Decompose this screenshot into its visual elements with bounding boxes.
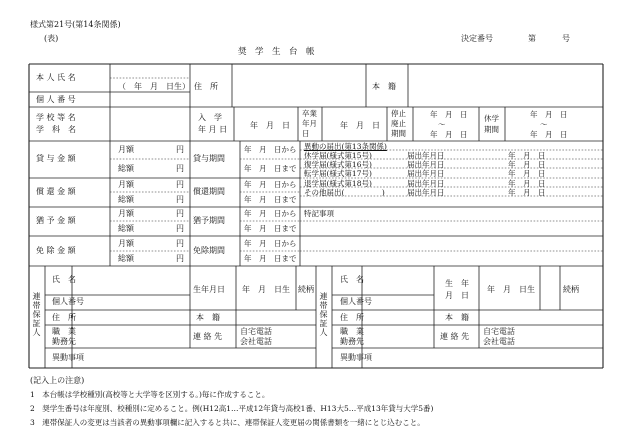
school-name-label: 学 校 等 名 — [36, 113, 76, 122]
graduation-label-1: 卒業 — [302, 109, 317, 118]
guarantor-side-label-right: 連帯保証人 — [319, 292, 328, 337]
g2-name-label: 氏 名 — [340, 275, 364, 284]
defer-total: 総額 — [118, 224, 134, 233]
g2-birth-label-2: 月 日 — [445, 291, 469, 300]
repay-until[interactable]: 年 月 日まで — [244, 195, 297, 204]
change-date-1[interactable]: 年 月 日 — [508, 151, 546, 160]
repay-from[interactable]: 年 月 日から — [244, 180, 297, 189]
g2-id-label: 個人番号 — [340, 297, 372, 306]
admission-date-field[interactable]: 年 月 日 — [250, 121, 290, 130]
guarantor-side-label-left: 連帯保証人 — [32, 292, 41, 337]
loan-monthly-yen: 円 — [176, 145, 184, 154]
suspension-label-1: 停止 — [391, 109, 406, 118]
exempt-total-yen: 円 — [176, 254, 184, 263]
g2-work-phone: 会社電話 — [483, 337, 515, 346]
g2-workplace-label: 勤務先 — [340, 337, 364, 346]
loan-amount-label: 貸 与 金 額 — [36, 154, 76, 163]
change-transfer: 転学届(様式第17号) — [304, 169, 372, 178]
loan-from[interactable]: 年 月 日から — [244, 145, 297, 154]
graduation-label-2: 年月 — [302, 119, 317, 128]
loan-total-yen: 円 — [176, 164, 184, 173]
defer-monthly-yen: 円 — [176, 209, 184, 218]
admission-date-label: 年 月 日 — [198, 125, 228, 134]
g2-home-phone: 自宅電話 — [483, 327, 515, 336]
admission-label: 入 学 — [198, 113, 222, 122]
department-label: 学 科 名 — [36, 125, 76, 134]
filed-date-2: 届出年月日 — [407, 160, 445, 169]
g2-relation-label: 続柄 — [563, 285, 579, 294]
note-1: 1 本台帳は学校種別(高校等と大学等を区別する。)毎に作成すること。 — [30, 390, 270, 399]
form-number: 様式第21号(第14条関係) — [30, 20, 121, 29]
change-date-3[interactable]: 年 月 日 — [508, 169, 546, 178]
g2-birth-label-1: 生 年 — [445, 279, 469, 288]
suspension-wave: 〜 — [438, 120, 446, 129]
changes-title: 異動の届出(第13条関係) — [304, 142, 387, 151]
exempt-from[interactable]: 年 月 日から — [244, 239, 297, 248]
suspension-from[interactable]: 年 月 日 — [430, 110, 468, 119]
suspension-label-2: 廃止 — [391, 119, 406, 128]
defer-monthly: 月額 — [118, 209, 134, 218]
leave-wave: 〜 — [540, 120, 548, 129]
change-return: 復学届(様式第16号) — [304, 160, 372, 169]
loan-total: 総額 — [118, 164, 134, 173]
g2-domicile-label: 本 籍 — [445, 313, 469, 322]
g1-relation-label: 続柄 — [298, 285, 314, 294]
number-dai: 第 — [528, 34, 536, 43]
repay-monthly-yen: 円 — [176, 180, 184, 189]
graduation-label-3: 日 — [302, 129, 310, 138]
suspension-to[interactable]: 年 月 日 — [430, 130, 468, 139]
filed-date-1: 届出年月日 — [407, 151, 445, 160]
g2-job-label: 職 業 — [340, 327, 364, 336]
g2-birth-value[interactable]: 年 月 日生 — [487, 285, 535, 294]
side-label: (表) — [44, 34, 59, 43]
note-3: 3 連帯保証人の変更は当該者の異動事項欄に記入すると共に、連帯保証人変更届の関係書類を一緒にとじ込むこと。 — [30, 418, 425, 427]
special-notes-label: 特記事項 — [304, 209, 334, 218]
repay-monthly: 月額 — [118, 180, 134, 189]
repay-period-label: 償還期間 — [193, 187, 225, 196]
defer-period-label: 猶予期間 — [193, 216, 225, 225]
g1-birth-label: 生年月日 — [193, 285, 225, 294]
decision-number-label: 決定番号 — [461, 34, 493, 43]
filed-date-4: 届出年月日 — [407, 179, 445, 188]
exempt-amount-label: 免 除 金 額 — [36, 246, 76, 255]
change-date-2[interactable]: 年 月 日 — [508, 160, 546, 169]
loan-monthly: 月額 — [118, 145, 134, 154]
g1-name-label: 氏 名 — [52, 275, 76, 284]
exempt-monthly: 月額 — [118, 239, 134, 248]
g1-changes-label: 異動事項 — [52, 353, 84, 362]
defer-from[interactable]: 年 月 日から — [244, 209, 297, 218]
exempt-monthly-yen: 円 — [176, 239, 184, 248]
id-number-label: 個 人 番 号 — [36, 95, 76, 104]
g1-domicile-label: 本 籍 — [196, 313, 220, 322]
g2-contact-label: 連 絡 先 — [440, 332, 470, 341]
birth-date-field[interactable]: （ 年 月 日生） — [118, 82, 190, 91]
filed-date-5: 届出年月日 — [407, 188, 445, 197]
exempt-until[interactable]: 年 月 日まで — [244, 254, 297, 263]
loan-until[interactable]: 年 月 日まで — [244, 164, 297, 173]
g2-changes-label: 異動事項 — [340, 353, 372, 362]
suspension-label-3: 期間 — [391, 129, 406, 138]
exempt-total: 総額 — [118, 254, 134, 263]
graduation-date-field[interactable]: 年 月 日 — [340, 121, 380, 130]
g1-job-label: 職 業 — [52, 327, 76, 336]
g1-home-phone: 自宅電話 — [240, 327, 272, 336]
exempt-period-label: 免除期間 — [193, 246, 225, 255]
g1-id-label: 個人番号 — [52, 297, 84, 306]
change-leave: 休学届(様式第15号) — [304, 151, 372, 160]
leave-from[interactable]: 年 月 日 — [530, 110, 568, 119]
loan-period-label: 貸与期間 — [193, 154, 225, 163]
repay-amount-label: 償 還 金 額 — [36, 187, 76, 196]
leave-to[interactable]: 年 月 日 — [530, 130, 568, 139]
leave-label-2: 期間 — [484, 125, 499, 134]
g1-contact-label: 連 絡 先 — [193, 332, 223, 341]
defer-until[interactable]: 年 月 日まで — [244, 224, 297, 233]
change-withdraw: 退学届(様式第18号) — [304, 179, 372, 188]
g1-birth-value[interactable]: 年 月 日生 — [242, 285, 290, 294]
g1-address-label: 住 所 — [52, 313, 76, 322]
address-label: 住 所 — [194, 82, 218, 91]
g2-address-label: 住 所 — [340, 313, 364, 322]
notes-heading: (記入上の注意) — [30, 376, 85, 385]
defer-total-yen: 円 — [176, 224, 184, 233]
domicile-label: 本 籍 — [372, 82, 396, 91]
change-date-4[interactable]: 年 月 日 — [508, 179, 546, 188]
repay-total: 総額 — [118, 195, 134, 204]
note-2: 2 奨学生番号は年度別、校種別に定めること。例(H12高1…平成12年貸与高校1番、H13大5…平成13年貸与大学5番) — [30, 404, 434, 413]
g1-workplace-label: 勤務先 — [52, 337, 76, 346]
filed-date-3: 届出年月日 — [407, 169, 445, 178]
repay-total-yen: 円 — [176, 195, 184, 204]
g1-work-phone: 会社電話 — [240, 337, 272, 346]
leave-label-1: 休学 — [484, 114, 499, 123]
name-label: 本 人 氏 名 — [36, 73, 76, 82]
defer-amount-label: 猶 予 金 額 — [36, 216, 76, 225]
number-go: 号 — [562, 34, 570, 43]
change-date-5[interactable]: 年 月 日 — [508, 188, 546, 197]
page-title: 奨 学 生 台 帳 — [238, 47, 315, 57]
change-other: その他届出( ) — [304, 188, 385, 197]
